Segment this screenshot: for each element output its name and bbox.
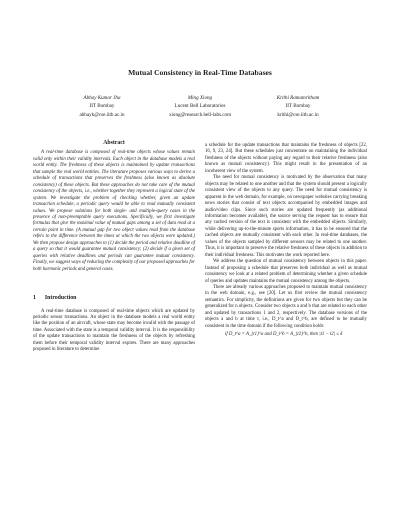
left-column	[33, 140, 195, 354]
author-email: xiong@research.bell-labs.com	[168, 111, 232, 118]
abstract-heading: Abstract	[103, 140, 125, 146]
author-email: krithi@cse.iitb.ac.in	[277, 111, 319, 118]
author-name: Abhay Kumar Jha	[83, 95, 121, 101]
author-name: Ming Xiong	[187, 95, 213, 101]
section-title: Introduction	[44, 295, 77, 302]
right-column	[205, 143, 367, 339]
author-name: Krithi Ramamritham	[276, 95, 320, 101]
section-number: 1	[33, 295, 36, 302]
abstract-text: A real-time database is composed of real-time objects whose values remain valid only within their validity intervals. Each object in the database models a real world entity. The freshness of these objects is maintained by update transactions that sample the real world entities. The literature proposes various ways to derive a schedule of transactions that preserves the freshness (also known as absolute consistency) of these objects. But these approaches do not take care of the mutual consistency of the objects, i.e., whether together they represent a logical state of the system. We investigate the problem of checking whether, given an update transaction schedule, a periodic query would be able to read mutually consistent values. We propose solutions for both single- and multiple-query cases in the presence of non-preemptable query executions. Specifically, we first investigate formulas that give the maximal value of mutual gaps among a set of data read at a certain point in time. (A mutual gap for two object values read from the database refers to the difference between the times at which the two objects were updated.) We then propose design approaches to (1) decide the period and relative deadline of a query so that it would guarantee mutual consistency; (2) decide if a given set of queries with relative deadlines and periods can guarantee mutual consistency. Finally, we suggest ways of reducing the complexity of our proposed approaches for both harmonic periods and general cases.	[33, 150, 195, 272]
paper-title: Mutual Consistency in Real-Time Databases	[128, 68, 272, 77]
section-heading	[33, 295, 195, 301]
author-affiliation: Lucent Bell Laboratories	[174, 103, 226, 110]
body-paragraph-1: a schedule for the update transactions that maintains the freshness of objects [22, 16, 9, 23, 24]. But these schedules just concentrate on maintaining the individual freshness of the objects without paying any regard to their relative freshness (also known as mutual consistency). This might result in the presentation of an incoherent view of the system.	[205, 143, 367, 174]
body-paragraph-3: We address the question of mutual consistency between objects in this paper. Instead of proposing a schedule that preserves both individual as well as mutual consistency we look at a related problem of determining whether a given schedule of queries and updates maintains the mutual consistency among the objects.	[205, 259, 367, 284]
author-affiliation: IIT Bombay	[285, 103, 311, 110]
author-block	[0, 94, 400, 126]
author-affiliation: IIT Bombay	[89, 103, 115, 110]
body-paragraph-4: There are already various approaches proposed to maintain mutual consistency in the web domain, e.g., see [20]. Let us first review the mutual consistency semantics. For simplicity, the definitions are given for two objects but they can be generalized for n objects. Consider two objects a and b that are related to each other and updated by transactions 1 and 2, respectively. The database versions of the objects a and b at time t, i.e., D_t^a and D_t^b, are defined to be mutually consistent in the time domain if the following condition holds	[205, 284, 367, 329]
author-email: abhayk@cse.iitb.ac.in	[79, 111, 125, 118]
body-paragraph-2: The need for mutual consistency is motivated by the observation that many objects may be related to one another and that the system should present a logically consistent view of the objects to any query. The need for mutual consistency is apparent in the web domain, for example, on newspaper websites carrying breaking news stories that consist of text objects accompanied by embedded images and audio/video clips. Since such stories are updated frequently (as additional information becomes available), the source serving the request has to ensure that any cached version of the text is consistent with the embedded objects. Similarly, while delivering up-to-the-minute sports information, it has to be ensured that the cached objects are mutually consistent with each other. In real-time databases, the values of the objects sampled by different sensors may be related to one another. Thus, it is important to preserve the relative freshness of these objects in addition to their individual freshness. This motivates the work reported here.	[205, 175, 367, 258]
intro-paragraph: A real-time database is composed of real-time objects which are updated by periodic sensor transactions. An object in the database models a real world entity like the position of an aircraft, whose state may become invalid with the passage of time. Associated with the state is a temporal validity interval. It is the responsibility of the update transactions to maintain the freshness of the objects by refreshing them before their temporal validity interval expires. There are many approaches proposed in literature to determine	[33, 308, 195, 353]
consistency-formula: if D_t^a = A_{t1}^a and D_t^b = A_{t2}^b, then |t1 − t2| ≤ δ	[225, 332, 343, 338]
author-3	[233, 94, 363, 119]
